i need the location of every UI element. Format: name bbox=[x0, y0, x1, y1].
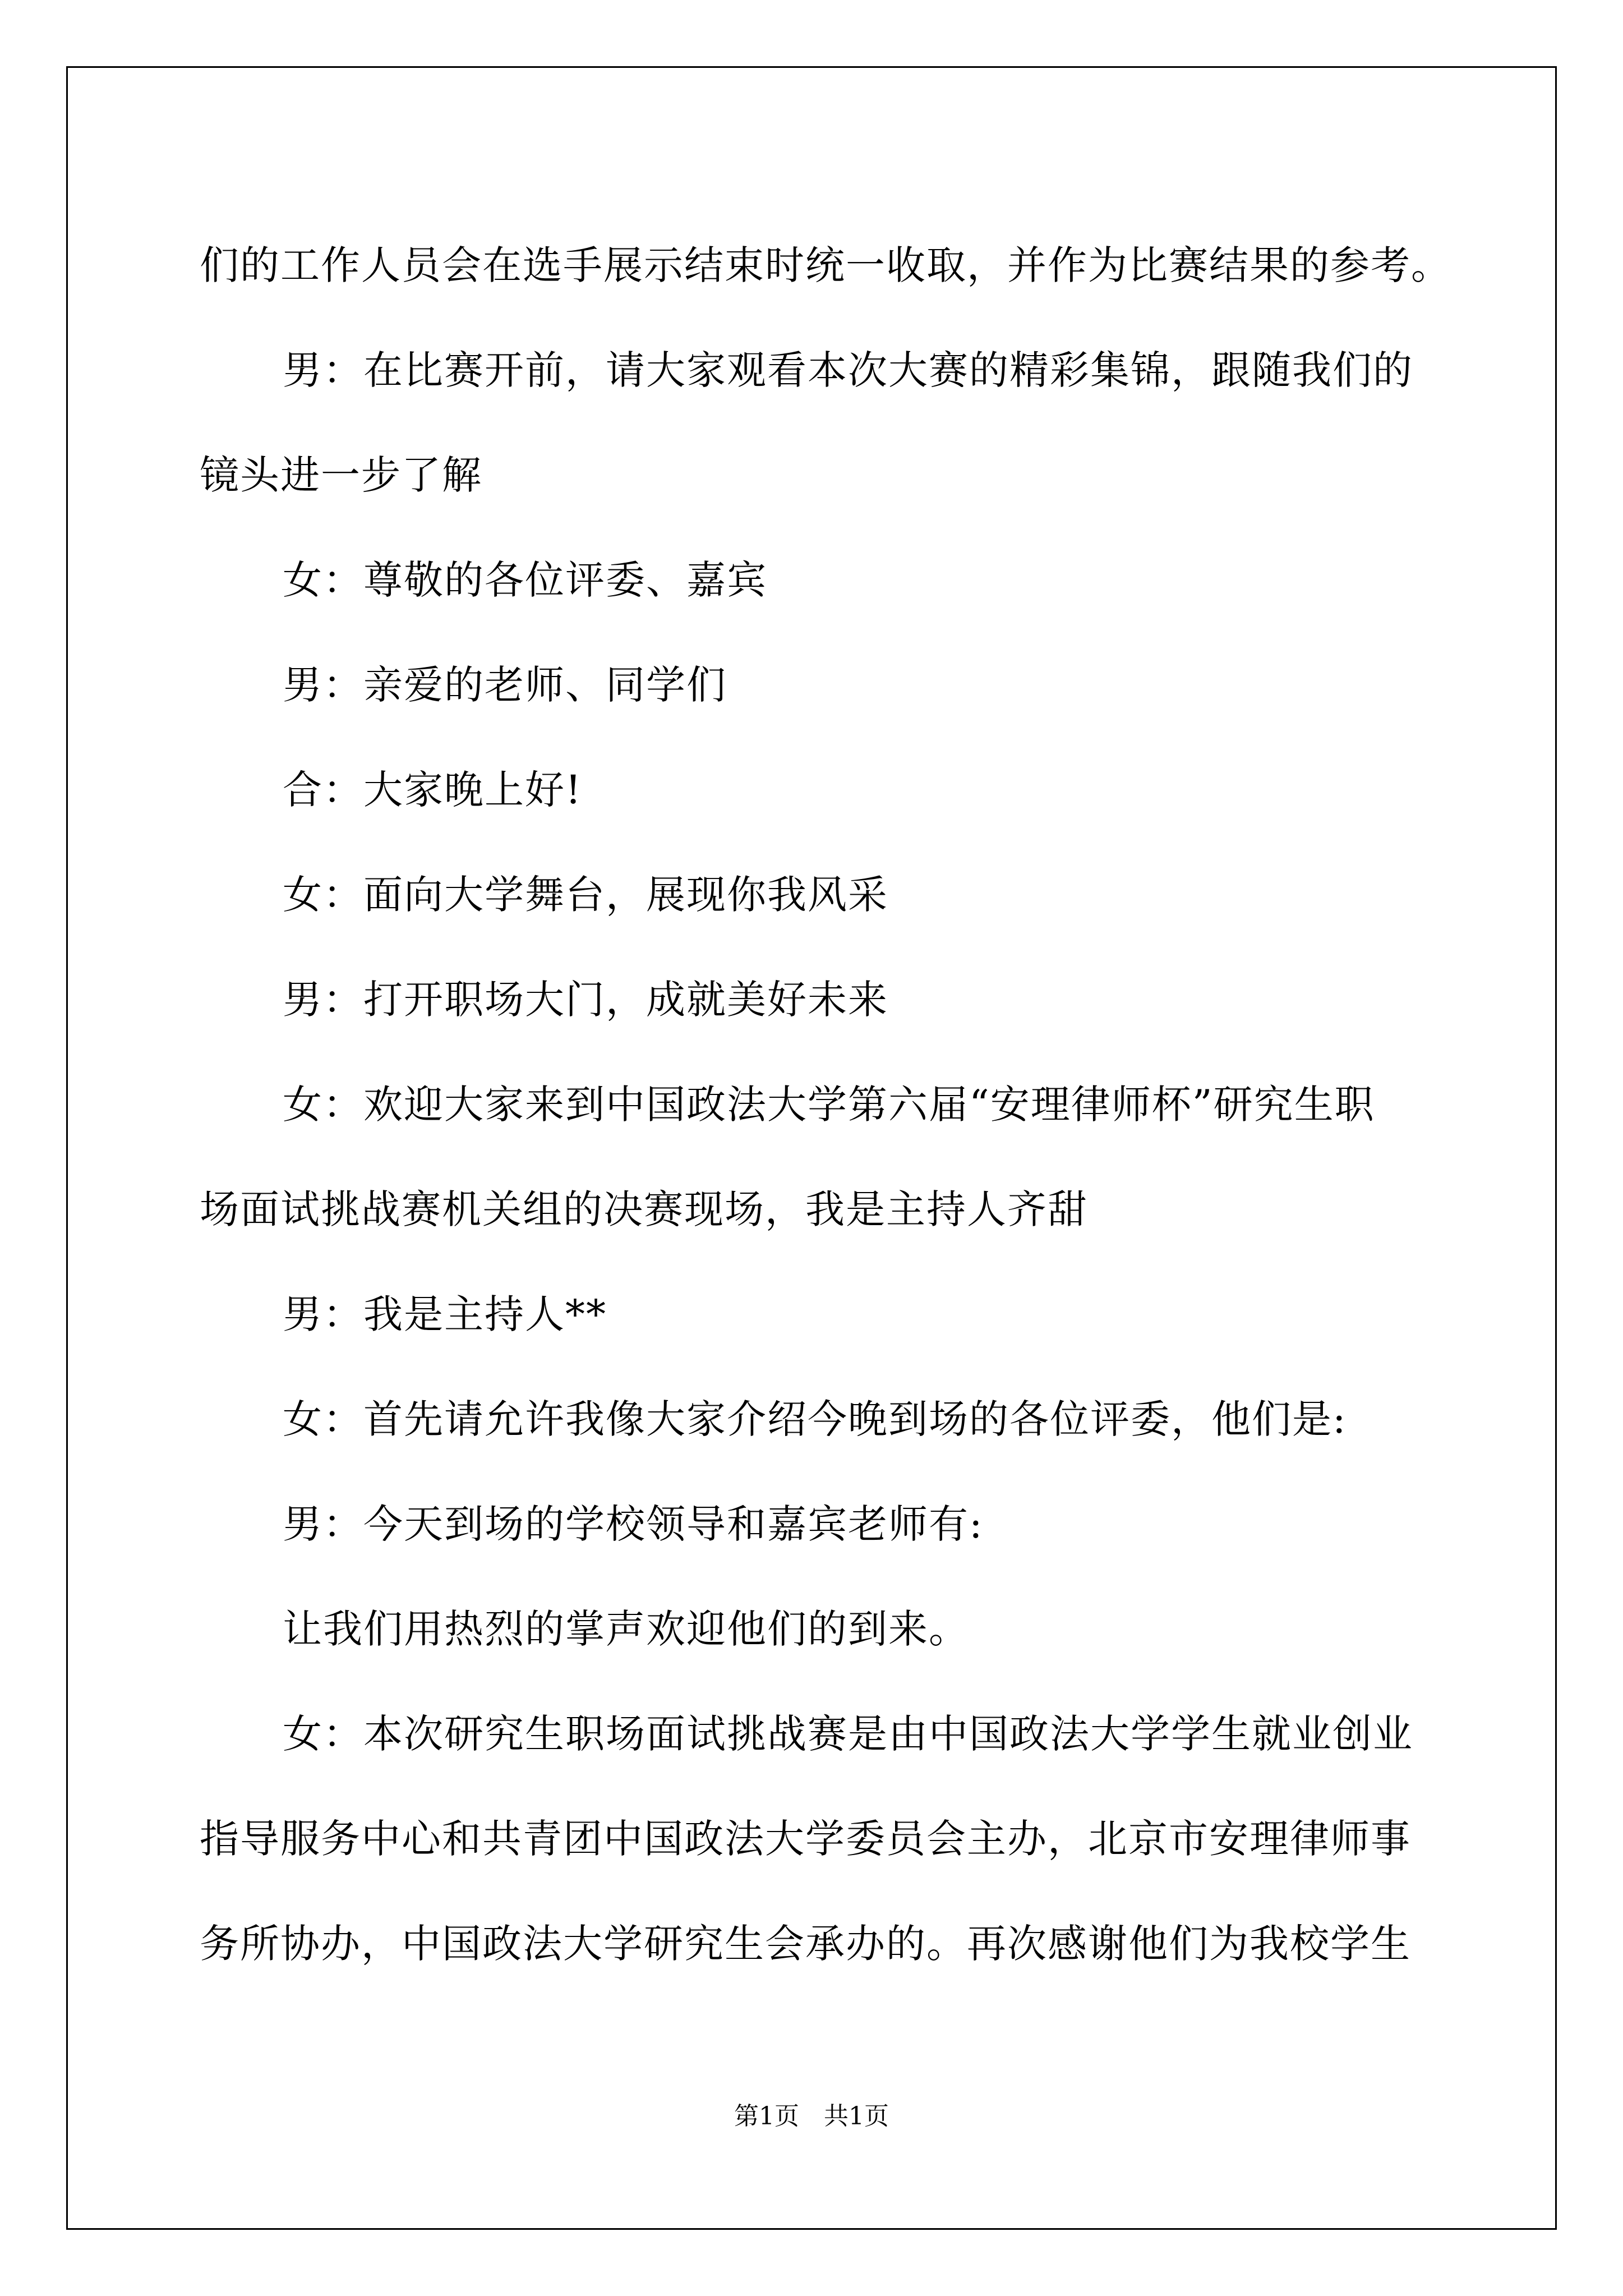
paragraph-line: 场面试挑战赛机关组的决赛现场，我是主持人齐甜 bbox=[200, 1186, 1088, 1232]
paragraph-line: 男：在比赛开前，请大家观看本次大赛的精彩集锦，跟随我们的 bbox=[283, 347, 1413, 393]
paragraph-line: 女：面向大学舞台，展现你我风采 bbox=[283, 872, 888, 918]
paragraph-line: 女：欢迎大家来到中国政法大学第六届“安理律师杯”研究生职 bbox=[283, 1082, 1375, 1128]
paragraph-line: 男：打开职场大门，成就美好未来 bbox=[283, 977, 888, 1023]
paragraph-line: 指导服务中心和共青团中国政法大学委员会主办，北京市安理律师事 bbox=[200, 1816, 1411, 1862]
paragraph-line: 让我们用热烈的掌声欢迎他们的到来。 bbox=[283, 1606, 969, 1652]
paragraph-line: 男：我是主持人** bbox=[283, 1291, 607, 1337]
document-body bbox=[200, 213, 1451, 1996]
paragraph-line: 合：大家晚上好! bbox=[283, 767, 583, 813]
paragraph-line: 务所协办，中国政法大学研究生会承办的。再次感谢他们为我校学生 bbox=[200, 1921, 1411, 1967]
page-footer: 第1页 共1页 bbox=[734, 2102, 889, 2131]
paragraph-line: 们的工作人员会在选手展示结束时统一收取，并作为比赛结果的参考。 bbox=[200, 242, 1451, 288]
paragraph-line: 镜头进一步了解 bbox=[200, 452, 482, 498]
paragraph-line: 女：本次研究生职场面试挑战赛是由中国政法大学学生就业创业 bbox=[283, 1711, 1413, 1757]
paragraph-line: 女：尊敬的各位评委、嘉宾 bbox=[283, 557, 767, 603]
paragraph-line: 男：今天到场的学校领导和嘉宾老师有: bbox=[283, 1501, 984, 1547]
paragraph-line: 男：亲爱的老师、同学们 bbox=[283, 662, 727, 708]
paragraph-line: 女：首先请允许我像大家介绍今晚到场的各位评委，他们是: bbox=[283, 1396, 1347, 1442]
